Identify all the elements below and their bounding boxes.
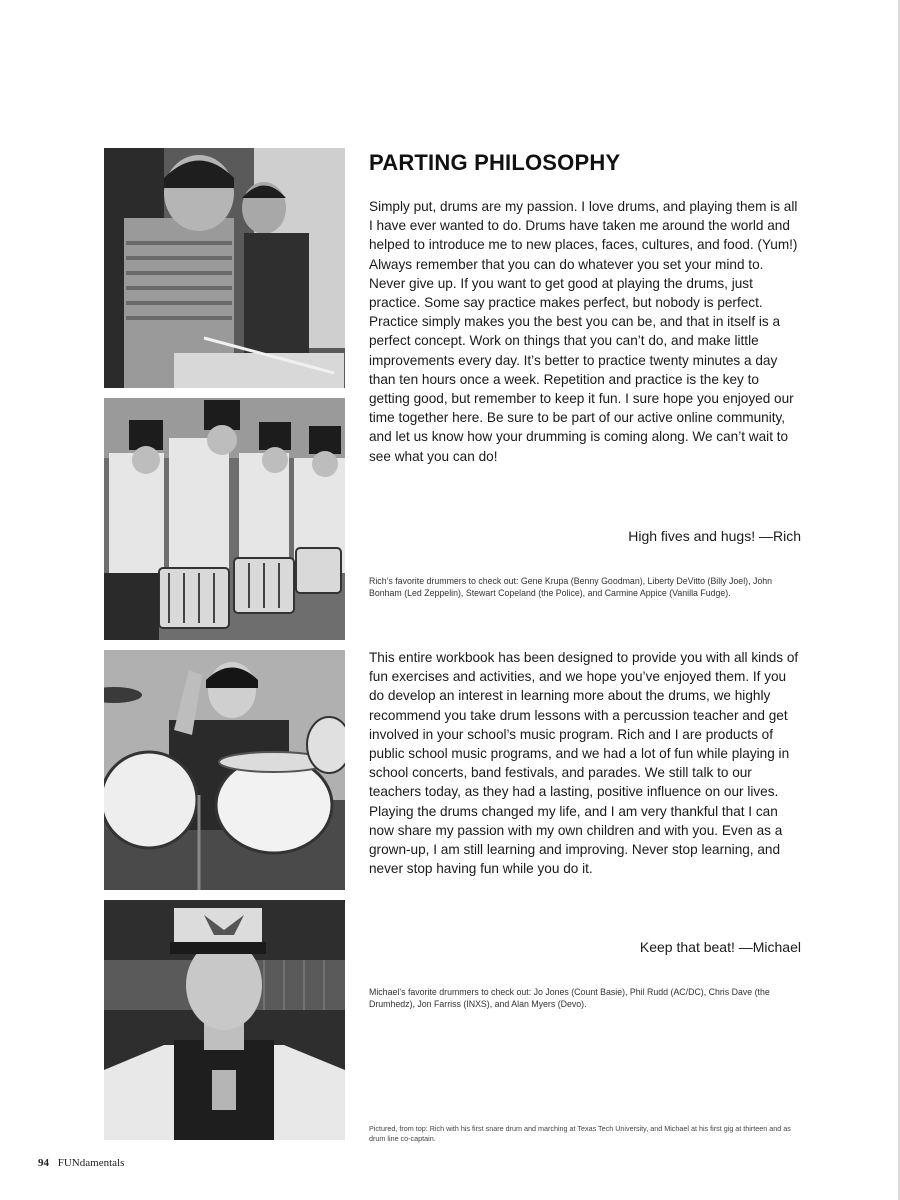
photo-rich-first-snare	[104, 148, 345, 388]
book-title: FUNdamentals	[57, 1157, 125, 1169]
page-number: 94	[38, 1157, 49, 1169]
rich-signoff: High fives and hugs! —Rich	[628, 528, 801, 544]
rich-paragraph: Simply put, drums are my passion. I love drums, and playing them is all I have ever wanted to do. Drums have taken me around the world and helped to introduce me to new places, faces, cultures, and food. (Yum!) Always remember that you can do whatever you set your mind to. Never give up. If you want to get good at playing the drums, just practice. Some say practice makes perfect, but nobody is perfect. Practice simply makes you the best you can be, and that in itself is a perfect concept. Work on things that you can’t do, and make little improvements every day. It’s better to practice twenty minutes a day than ten hours once a week. Repetition and practice is the key to getting good, but remember to keep it fun. I sure hope you enjoyed our time together here. Be sure to be part of our active online community, and let us know how your drumming is coming along. We can’t wait to see what you can do!	[369, 199, 798, 464]
photo-michael-drumline-captain	[104, 900, 345, 1140]
photo-michael-first-gig	[104, 650, 345, 890]
page-footer	[38, 1157, 124, 1169]
photo-texas-tech-drumline	[104, 398, 345, 640]
michael-signoff: Keep that beat! —Michael	[639, 939, 801, 955]
photo-caption: Pictured, from top: Rich with his first snare drum and marching at Texas Tech University, and Michael at his first gig at thirteen and as drum line co-captain.	[369, 1124, 791, 1144]
michael-paragraph: This entire workbook has been designed to provide you with all kinds of fun exercises and activities, and we hope you’ve enjoyed them. If you do develop an interest in learning more about the drums, we highly recommend you take drum lessons with a percussion teacher and get involved in your school’s music program. Rich and I are products of public school music programs, and we had a lot of fun while playing in school concerts, band festivals, and parades. We still talk to our teachers today, as they had a lasting, positive influence on our lives. Playing the drums changed my life, and I am very thankful that I can now share my passion with my own children and with you. Even as a grown-up, I am still learning and improving. Never stop learning, and never stop having fun while you do it.	[369, 650, 799, 877]
section-heading: PARTING PHILOSOPHY	[369, 150, 621, 175]
rich-favorite-drummers: Rich’s favorite drummers to check out: Gene Krupa (Benny Goodman), Liberty DeVitto (Billy Joel), John Bonham (Led Zeppelin), Stewart Copeland (the Police), and Carmine Appice (Vanilla Fudge).	[369, 575, 773, 598]
michael-favorite-drummers: Michael’s favorite drummers to check out: Jo Jones (Count Basie), Phil Rudd (AC/DC), Chris Dave (the Drumhedz), Jon Farriss (INXS), and Alan Myers (Devo).	[369, 986, 770, 1009]
